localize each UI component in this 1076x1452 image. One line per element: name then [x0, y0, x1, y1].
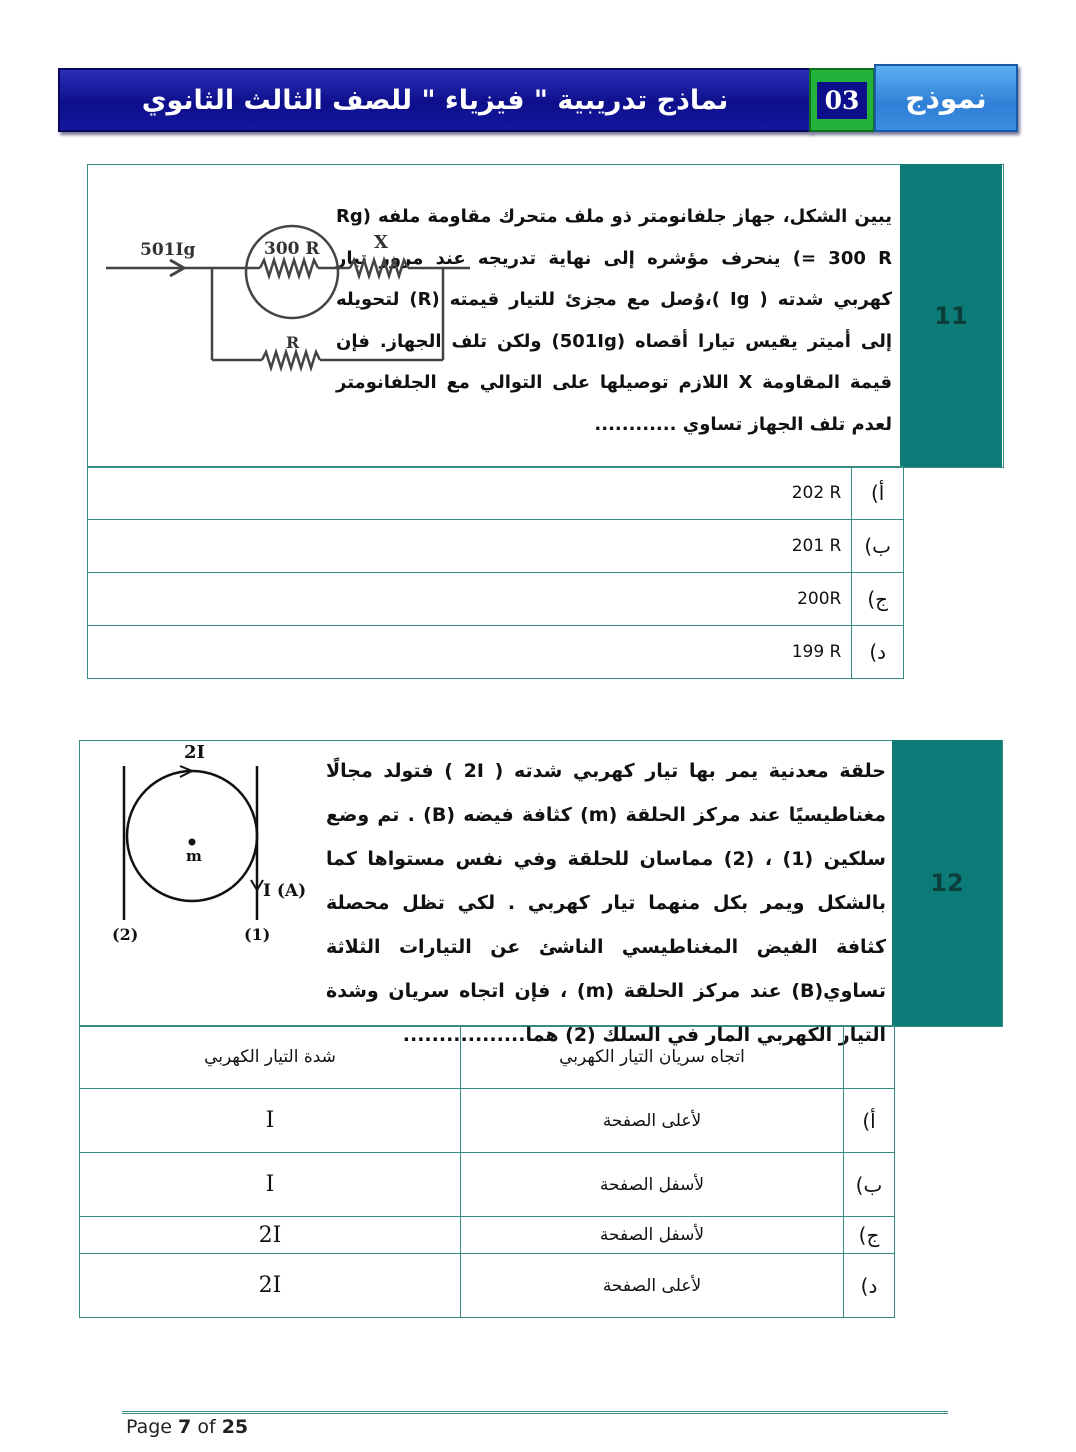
option-value: 201 R [88, 520, 852, 573]
option-letter: ب) [844, 1153, 895, 1217]
page-footer [126, 1416, 248, 1438]
question-11-options [87, 466, 904, 679]
page-total: 25 [221, 1416, 249, 1438]
header-title-banner [58, 68, 812, 132]
question-12-options [79, 1025, 895, 1318]
page-of: of [191, 1416, 222, 1438]
header-direction: اتجاه سريان التيار الكهربي [461, 1026, 844, 1089]
question-11-number: 11 [934, 301, 968, 330]
header-magnitude: شدة التيار الكهربي [80, 1026, 461, 1089]
q11-circuit-figure [100, 222, 480, 392]
option-direction: لأعلى الصفحة [461, 1254, 844, 1318]
model-number: 03 [817, 82, 868, 119]
option-row[interactable] [80, 1153, 895, 1217]
option-magnitude: 2I [80, 1217, 461, 1254]
question-11-text: يبين الشكل، جهاز جلفانومتر ذو ملف متحرك مقاومة ملفه (Rg = 300 R) ينحرف مؤشره إلى نهاية تدريجه عند مرور تيار كهربي شدته ( Ig )،وُصل مع مجزئ للتيار قيمته (R) لتحويله إلى أميتر يقيس تيارا أقصاه (501Ig) ولكن تلف الجهاز. فإن قيمة المقاومة X اللازم توصيلها على التوالي مع الجلفانومتر لعدم تلف الجهاز تساوي ............ [336, 206, 893, 435]
q12-ring-current-label: 2I [184, 742, 205, 763]
model-label: نموذج [905, 81, 987, 115]
option-row[interactable] [88, 626, 904, 679]
option-row[interactable] [88, 467, 904, 520]
option-letter: ب) [852, 520, 904, 573]
option-letter: ج) [852, 573, 904, 626]
option-row[interactable] [80, 1217, 895, 1254]
option-direction: لأعلى الصفحة [461, 1089, 844, 1153]
header-blank [844, 1026, 895, 1089]
option-letter: ج) [844, 1217, 895, 1254]
q11-input-current-label: 501Ig [140, 240, 196, 260]
option-magnitude: I [80, 1089, 461, 1153]
model-number-box [809, 68, 875, 132]
option-row[interactable] [80, 1089, 895, 1153]
option-magnitude: I [80, 1153, 461, 1217]
option-row[interactable] [80, 1254, 895, 1318]
q11-resistor-x-label: X [374, 232, 388, 253]
q12-wire1-current-label: I (A) [263, 881, 307, 901]
option-letter: أ) [844, 1089, 895, 1153]
q12-center-label: m [186, 847, 202, 865]
q12-wire1-label: (1) [244, 925, 271, 944]
question-12-number: 12 [930, 869, 964, 897]
option-letter: أ) [852, 467, 904, 520]
option-value: 202 R [88, 467, 852, 520]
option-row[interactable] [88, 573, 904, 626]
option-row[interactable] [88, 520, 904, 573]
option-direction: لأسفل الصفحة [461, 1217, 844, 1254]
q12-wire2-label: (2) [112, 925, 139, 944]
question-12-number-cell [892, 740, 1002, 1026]
option-magnitude: 2I [80, 1254, 461, 1318]
question-12-text: حلقة معدنية يمر بها تيار كهربي شدته ( 2I ) فتولد مجالًا مغناطيسيًا عند مركز الحلقة (m) كثافة فيضه (B) . تم وضع سلكين (1) ، (2) مماسان للحلقة وفي نفس مستواها كما بالشكل ويمر بكل منهما تيار كهربي . لكي تظل محصلة كثافة الفيض المغناطيسي الناشئ عن التيارات الثلاثة تساوي(B) عند مركز الحلقة (m) ، فإن اتجاه سريان وشدة التيار الكهربي المار في السلك (2) هما................. [326, 760, 886, 1046]
header-title: نماذج تدريبية " فيزياء " للصف الثالث الثانوي [141, 84, 729, 116]
option-value: 200R [88, 573, 852, 626]
option-direction: لأسفل الصفحة [461, 1153, 844, 1217]
q11-galvanometer-label: 300 R [264, 239, 320, 259]
footer-divider [122, 1411, 948, 1414]
model-label-box [874, 64, 1018, 132]
option-letter: د) [852, 626, 904, 679]
ring-center-dot [189, 839, 196, 846]
q12-ring-figure [100, 738, 325, 953]
page-prefix: Page [126, 1416, 179, 1438]
option-letter: د) [844, 1254, 895, 1318]
option-value: 199 R [88, 626, 852, 679]
q11-shunt-label: R [286, 333, 300, 352]
table-header-row [80, 1026, 895, 1089]
page-current: 7 [178, 1416, 192, 1438]
question-11-number-cell [900, 164, 1002, 467]
